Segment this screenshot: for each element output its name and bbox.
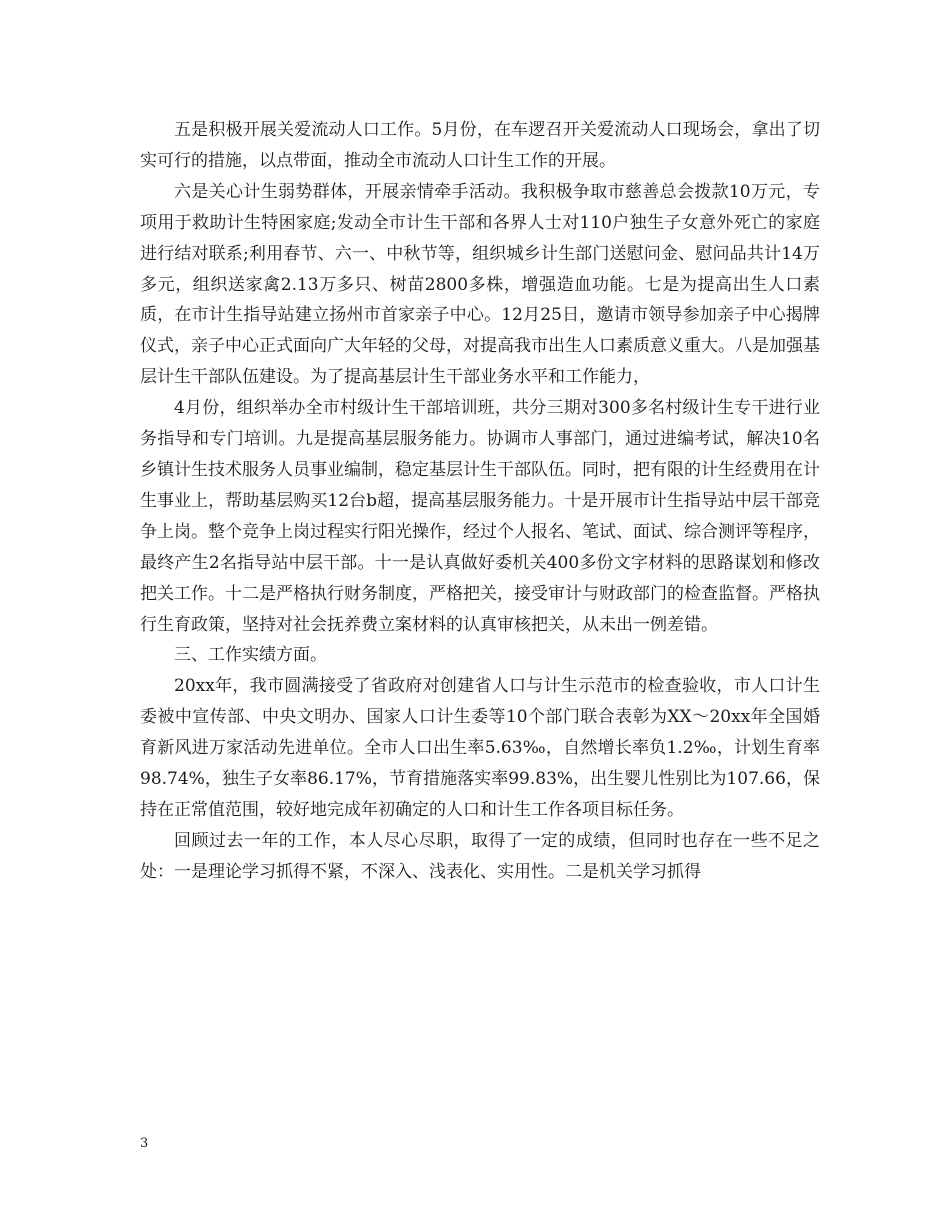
document-body [140,115,820,888]
paragraph-2: 六是关心计生弱势群体，开展亲情牵手活动。我积极争取市慈善总会拨款10万元，专项用于救助计生特困家庭;发动全市计生干部和各界人士对110户独生子女意外死亡的家庭进行结对联系;利用春节、六一、中秋节等，组织城乡计生部门送慰问金、慰问品共计14万多元，组织送家禽2.13万多只、树苗2800多株，增强造血功能。七是为提高出生人口素质，在市计生指导站建立扬州市首家亲子中心。12月25日，邀请市领导参加亲子中心揭牌仪式，亲子中心正式面向广大年轻的父母，对提高我市出生人口素质意义重大。八是加强基层计生干部队伍建设。为了提高基层计生干部业务水平和工作能力， [140,181,820,388]
paragraph-4-section-heading: 三、工作实绩方面。 [174,645,327,666]
paragraph-6: 回顾过去一年的工作，本人尽心尽职，取得了一定的成绩，但同时也存在一些不足之处：一是理论学习抓得不紧，不深入、浅表化、实用性。二是机关学习抓得 [140,830,820,882]
paragraph-5: 20xx年，我市圆满接受了省政府对创建省人口与计生示范市的检查验收，市人口计生委被中宣传部、中央文明办、国家人口计生委等10个部门联合表彰为XX～20xx年全国婚育新风进万家活动先进单位。全市人口出生率5.63‰，自然增长率负1.2‰，计划生育率98.74%，独生子女率86.17%，节育措施落实率99.83%，出生婴儿性别比为107.66，保持在正常值范围，较好地完成年初确定的人口和计生工作各项目标任务。 [140,676,820,820]
paragraph-3: 4月份，组织举办全市村级计生干部培训班，共分三期对300多名村级计生专干进行业务指导和专门培训。九是提高基层服务能力。协调市人事部门，通过进编考试，解决10名乡镇计生技术服务人员事业编制，稳定基层计生干部队伍。同时，把有限的计生经费用在计生事业上，帮助基层购买12台b超，提高基层服务能力。十是开展市计生指导站中层干部竞争上岗。整个竞争上岗过程实行阳光操作，经过个人报名、笔试、面试、综合测评等程序，最终产生2名指导站中层干部。十一是认真做好委机关400多份文字材料的思路谋划和修改把关工作。十二是严格执行财务制度，严格把关，接受审计与财政部门的检查监督。严格执行生育政策，坚持对社会抚养费立案材料的认真审核把关，从未出一例差错。 [140,398,820,635]
page-number: 3 [140,1136,149,1151]
paragraph-1: 五是积极开展关爱流动人口工作。5月份，在车逻召开关爱流动人口现场会，拿出了切实可行的措施，以点带面，推动全市流动人口计生工作的开展。 [140,120,820,171]
